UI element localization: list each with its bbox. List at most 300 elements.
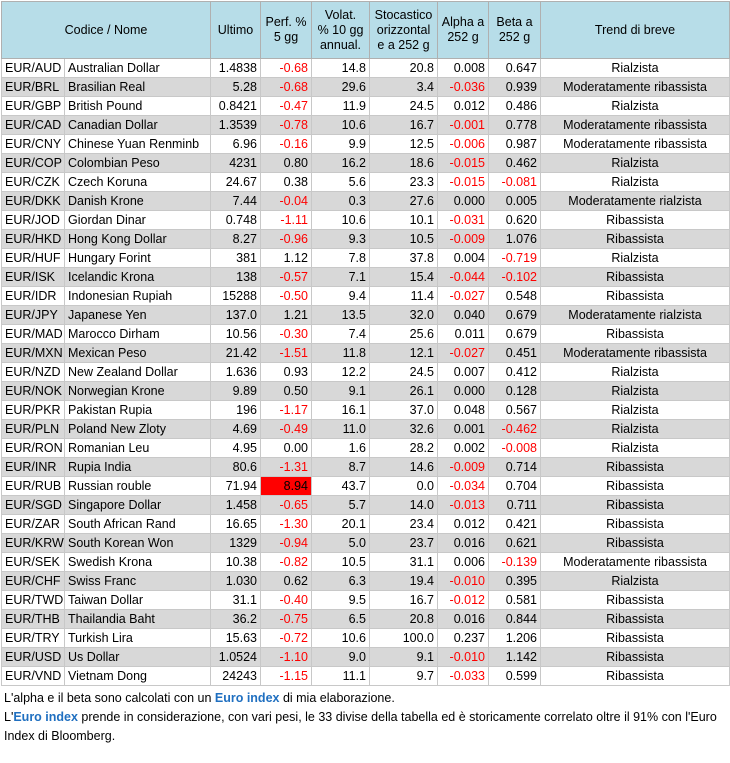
cell-name: British Pound: [65, 97, 211, 116]
cell-alpha: -0.010: [438, 648, 489, 667]
cell-alpha: -0.001: [438, 116, 489, 135]
cell-trend: Ribassista: [541, 268, 730, 287]
cell-alpha: 0.237: [438, 629, 489, 648]
cell-alpha: -0.012: [438, 591, 489, 610]
cell-stocastico: 16.7: [370, 116, 438, 135]
cell-perf: 8.94: [261, 477, 312, 496]
table-row: [2, 610, 730, 629]
cell-name: Taiwan Dollar: [65, 591, 211, 610]
cell-perf: -0.72: [261, 629, 312, 648]
cell-ultimo: 71.94: [211, 477, 261, 496]
cell-name: Romanian Leu: [65, 439, 211, 458]
table-row: [2, 325, 730, 344]
cell-trend: Moderatamente ribassista: [541, 344, 730, 363]
cell-name: Chinese Yuan Renminb: [65, 135, 211, 154]
cell-ultimo: 10.56: [211, 325, 261, 344]
footnotes: [0, 686, 728, 746]
cell-ultimo: 4231: [211, 154, 261, 173]
cell-code: EUR/VND: [2, 667, 65, 686]
cell-stocastico: 20.8: [370, 610, 438, 629]
cell-perf: -0.94: [261, 534, 312, 553]
cell-perf: 0.38: [261, 173, 312, 192]
cell-volat: 9.4: [312, 287, 370, 306]
cell-trend: Moderatamente rialzista: [541, 192, 730, 211]
cell-name: Turkish Lira: [65, 629, 211, 648]
cell-stocastico: 28.2: [370, 439, 438, 458]
header-trend: Trend di breve: [541, 2, 730, 59]
cell-volat: 16.2: [312, 154, 370, 173]
cell-ultimo: 1.4838: [211, 59, 261, 78]
cell-trend: Moderatamente rialzista: [541, 306, 730, 325]
cell-stocastico: 9.7: [370, 667, 438, 686]
cell-volat: 11.8: [312, 344, 370, 363]
cell-code: EUR/SGD: [2, 496, 65, 515]
cell-trend: Ribassista: [541, 591, 730, 610]
cell-code: EUR/ISK: [2, 268, 65, 287]
cell-volat: 11.1: [312, 667, 370, 686]
cell-code: EUR/MXN: [2, 344, 65, 363]
cell-volat: 7.1: [312, 268, 370, 287]
cell-volat: 20.1: [312, 515, 370, 534]
cell-perf: -0.68: [261, 59, 312, 78]
cell-stocastico: 32.6: [370, 420, 438, 439]
cell-beta: 0.679: [489, 325, 541, 344]
cell-perf: -0.04: [261, 192, 312, 211]
cell-name: Danish Krone: [65, 192, 211, 211]
cell-code: EUR/THB: [2, 610, 65, 629]
cell-beta: 0.486: [489, 97, 541, 116]
cell-volat: 6.3: [312, 572, 370, 591]
cell-perf: -0.30: [261, 325, 312, 344]
cell-trend: Rialzista: [541, 249, 730, 268]
cell-stocastico: 23.4: [370, 515, 438, 534]
cell-stocastico: 20.8: [370, 59, 438, 78]
cell-stocastico: 10.1: [370, 211, 438, 230]
cell-code: EUR/CHF: [2, 572, 65, 591]
cell-name: Giordan Dinar: [65, 211, 211, 230]
cell-beta: 0.462: [489, 154, 541, 173]
cell-volat: 10.6: [312, 629, 370, 648]
cell-stocastico: 27.6: [370, 192, 438, 211]
cell-ultimo: 0.8421: [211, 97, 261, 116]
cell-volat: 5.6: [312, 173, 370, 192]
table-row: [2, 382, 730, 401]
cell-ultimo: 21.42: [211, 344, 261, 363]
cell-alpha: -0.034: [438, 477, 489, 496]
cell-trend: Ribassista: [541, 629, 730, 648]
table-row: [2, 534, 730, 553]
cell-name: South African Rand: [65, 515, 211, 534]
cell-code: EUR/RUB: [2, 477, 65, 496]
cell-stocastico: 24.5: [370, 363, 438, 382]
cell-perf: -0.49: [261, 420, 312, 439]
cell-volat: 5.7: [312, 496, 370, 515]
currency-table: [1, 1, 730, 686]
cell-code: EUR/TWD: [2, 591, 65, 610]
cell-ultimo: 5.28: [211, 78, 261, 97]
table-row: [2, 667, 730, 686]
cell-trend: Moderatamente ribassista: [541, 78, 730, 97]
cell-stocastico: 12.1: [370, 344, 438, 363]
cell-perf: -1.51: [261, 344, 312, 363]
cell-alpha: 0.016: [438, 610, 489, 629]
euro-index-link: Euro index: [13, 710, 78, 724]
cell-volat: 43.7: [312, 477, 370, 496]
cell-stocastico: 14.6: [370, 458, 438, 477]
cell-alpha: 0.002: [438, 439, 489, 458]
cell-volat: 9.5: [312, 591, 370, 610]
table-row: [2, 173, 730, 192]
cell-volat: 10.5: [312, 553, 370, 572]
cell-beta: 0.128: [489, 382, 541, 401]
cell-code: EUR/CNY: [2, 135, 65, 154]
table-row: [2, 477, 730, 496]
cell-trend: Rialzista: [541, 59, 730, 78]
cell-ultimo: 24243: [211, 667, 261, 686]
cell-beta: 0.548: [489, 287, 541, 306]
cell-code: EUR/USD: [2, 648, 65, 667]
cell-beta: 1.206: [489, 629, 541, 648]
cell-ultimo: 16.65: [211, 515, 261, 534]
cell-alpha: -0.027: [438, 287, 489, 306]
cell-name: Mexican Peso: [65, 344, 211, 363]
cell-code: EUR/RON: [2, 439, 65, 458]
cell-ultimo: 80.6: [211, 458, 261, 477]
cell-beta: -0.008: [489, 439, 541, 458]
cell-stocastico: 37.0: [370, 401, 438, 420]
cell-beta: 0.711: [489, 496, 541, 515]
cell-perf: -0.47: [261, 97, 312, 116]
cell-beta: 0.939: [489, 78, 541, 97]
cell-trend: Ribassista: [541, 287, 730, 306]
table-row: [2, 648, 730, 667]
cell-perf: -1.10: [261, 648, 312, 667]
cell-name: Brasilian Real: [65, 78, 211, 97]
cell-beta: 0.844: [489, 610, 541, 629]
cell-ultimo: 10.38: [211, 553, 261, 572]
table-row: [2, 572, 730, 591]
cell-ultimo: 1.636: [211, 363, 261, 382]
table-body: [2, 59, 730, 686]
cell-ultimo: 24.67: [211, 173, 261, 192]
cell-beta: 0.620: [489, 211, 541, 230]
cell-alpha: 0.000: [438, 192, 489, 211]
cell-beta: 0.412: [489, 363, 541, 382]
cell-beta: 0.778: [489, 116, 541, 135]
table-row: [2, 116, 730, 135]
cell-ultimo: 381: [211, 249, 261, 268]
cell-perf: 1.12: [261, 249, 312, 268]
cell-stocastico: 9.1: [370, 648, 438, 667]
table-row: [2, 629, 730, 648]
cell-ultimo: 8.27: [211, 230, 261, 249]
cell-alpha: -0.031: [438, 211, 489, 230]
cell-beta: 1.076: [489, 230, 541, 249]
cell-perf: -0.68: [261, 78, 312, 97]
cell-name: Czech Koruna: [65, 173, 211, 192]
cell-perf: -0.82: [261, 553, 312, 572]
cell-alpha: 0.001: [438, 420, 489, 439]
cell-perf: 0.50: [261, 382, 312, 401]
cell-trend: Ribassista: [541, 515, 730, 534]
cell-volat: 12.2: [312, 363, 370, 382]
cell-volat: 10.6: [312, 116, 370, 135]
cell-ultimo: 138: [211, 268, 261, 287]
cell-code: EUR/CZK: [2, 173, 65, 192]
table-row: [2, 306, 730, 325]
table-row: [2, 230, 730, 249]
cell-stocastico: 11.4: [370, 287, 438, 306]
cell-ultimo: 7.44: [211, 192, 261, 211]
cell-alpha: 0.048: [438, 401, 489, 420]
cell-name: Russian rouble: [65, 477, 211, 496]
cell-trend: Moderatamente ribassista: [541, 135, 730, 154]
cell-perf: 0.62: [261, 572, 312, 591]
cell-beta: 0.581: [489, 591, 541, 610]
cell-name: Pakistan Rupia: [65, 401, 211, 420]
cell-name: Colombian Peso: [65, 154, 211, 173]
cell-volat: 7.4: [312, 325, 370, 344]
cell-name: Swedish Krona: [65, 553, 211, 572]
header-stocastico: Stocastico orizzontal e a 252 g: [370, 2, 438, 59]
cell-ultimo: 31.1: [211, 591, 261, 610]
cell-trend: Ribassista: [541, 667, 730, 686]
cell-trend: Ribassista: [541, 477, 730, 496]
header-perf: Perf. % 5 gg: [261, 2, 312, 59]
cell-stocastico: 18.6: [370, 154, 438, 173]
cell-trend: Ribassista: [541, 211, 730, 230]
cell-alpha: 0.000: [438, 382, 489, 401]
cell-volat: 7.8: [312, 249, 370, 268]
cell-code: EUR/SEK: [2, 553, 65, 572]
table-row: [2, 553, 730, 572]
cell-perf: 1.21: [261, 306, 312, 325]
header-ultimo: Ultimo: [211, 2, 261, 59]
cell-name: Norwegian Krone: [65, 382, 211, 401]
cell-code: EUR/ZAR: [2, 515, 65, 534]
cell-perf: -0.78: [261, 116, 312, 135]
cell-beta: -0.462: [489, 420, 541, 439]
table-row: [2, 363, 730, 382]
cell-stocastico: 25.6: [370, 325, 438, 344]
cell-code: EUR/TRY: [2, 629, 65, 648]
cell-name: Hong Kong Dollar: [65, 230, 211, 249]
cell-alpha: 0.012: [438, 515, 489, 534]
cell-alpha: -0.027: [438, 344, 489, 363]
cell-name: Hungary Forint: [65, 249, 211, 268]
table-row: [2, 154, 730, 173]
cell-trend: Rialzista: [541, 401, 730, 420]
table-row: [2, 59, 730, 78]
cell-volat: 13.5: [312, 306, 370, 325]
cell-perf: -0.50: [261, 287, 312, 306]
cell-alpha: 0.012: [438, 97, 489, 116]
cell-alpha: -0.015: [438, 173, 489, 192]
cell-trend: Rialzista: [541, 572, 730, 591]
cell-alpha: 0.040: [438, 306, 489, 325]
cell-ultimo: 1.3539: [211, 116, 261, 135]
cell-perf: -0.75: [261, 610, 312, 629]
table-row: [2, 591, 730, 610]
cell-alpha: 0.011: [438, 325, 489, 344]
table-row: [2, 401, 730, 420]
cell-name: Marocco Dirham: [65, 325, 211, 344]
cell-alpha: 0.004: [438, 249, 489, 268]
header-alpha: Alpha a 252 g: [438, 2, 489, 59]
cell-ultimo: 15.63: [211, 629, 261, 648]
cell-name: Indonesian Rupiah: [65, 287, 211, 306]
cell-stocastico: 23.7: [370, 534, 438, 553]
cell-trend: Rialzista: [541, 154, 730, 173]
table-row: [2, 287, 730, 306]
cell-beta: 0.395: [489, 572, 541, 591]
cell-alpha: -0.015: [438, 154, 489, 173]
cell-stocastico: 16.7: [370, 591, 438, 610]
cell-trend: Ribassista: [541, 230, 730, 249]
table-row: [2, 458, 730, 477]
cell-name: Us Dollar: [65, 648, 211, 667]
cell-name: Japanese Yen: [65, 306, 211, 325]
cell-stocastico: 26.1: [370, 382, 438, 401]
cell-volat: 9.9: [312, 135, 370, 154]
cell-perf: -0.40: [261, 591, 312, 610]
cell-code: EUR/NZD: [2, 363, 65, 382]
cell-name: New Zealand Dollar: [65, 363, 211, 382]
cell-perf: 0.93: [261, 363, 312, 382]
header-codice-nome: Codice / Nome: [2, 2, 211, 59]
cell-volat: 10.6: [312, 211, 370, 230]
cell-volat: 11.9: [312, 97, 370, 116]
cell-trend: Ribassista: [541, 458, 730, 477]
cell-ultimo: 137.0: [211, 306, 261, 325]
cell-stocastico: 0.0: [370, 477, 438, 496]
table-row: [2, 420, 730, 439]
cell-trend: Rialzista: [541, 363, 730, 382]
cell-volat: 6.5: [312, 610, 370, 629]
cell-trend: Rialzista: [541, 439, 730, 458]
cell-ultimo: 4.69: [211, 420, 261, 439]
cell-stocastico: 10.5: [370, 230, 438, 249]
table-row: [2, 496, 730, 515]
cell-name: Vietnam Dong: [65, 667, 211, 686]
cell-alpha: -0.009: [438, 458, 489, 477]
cell-perf: -1.15: [261, 667, 312, 686]
table-row: [2, 439, 730, 458]
cell-alpha: -0.036: [438, 78, 489, 97]
cell-beta: 0.451: [489, 344, 541, 363]
cell-perf: -1.31: [261, 458, 312, 477]
cell-stocastico: 24.5: [370, 97, 438, 116]
cell-stocastico: 12.5: [370, 135, 438, 154]
cell-trend: Moderatamente ribassista: [541, 116, 730, 135]
cell-trend: Rialzista: [541, 173, 730, 192]
cell-beta: 0.714: [489, 458, 541, 477]
cell-code: EUR/NOK: [2, 382, 65, 401]
cell-trend: Rialzista: [541, 420, 730, 439]
cell-name: Singapore Dollar: [65, 496, 211, 515]
cell-code: EUR/INR: [2, 458, 65, 477]
cell-ultimo: 1.0524: [211, 648, 261, 667]
cell-code: EUR/MAD: [2, 325, 65, 344]
table-row: [2, 211, 730, 230]
cell-beta: -0.139: [489, 553, 541, 572]
cell-code: EUR/HUF: [2, 249, 65, 268]
cell-beta: 1.142: [489, 648, 541, 667]
cell-beta: -0.081: [489, 173, 541, 192]
cell-ultimo: 9.89: [211, 382, 261, 401]
cell-beta: 0.647: [489, 59, 541, 78]
cell-alpha: 0.008: [438, 59, 489, 78]
cell-alpha: -0.010: [438, 572, 489, 591]
cell-code: EUR/PLN: [2, 420, 65, 439]
header-volat: Volat. % 10 gg annual.: [312, 2, 370, 59]
table-row: [2, 515, 730, 534]
cell-ultimo: 196: [211, 401, 261, 420]
table-row: [2, 78, 730, 97]
cell-trend: Ribassista: [541, 648, 730, 667]
cell-perf: -1.30: [261, 515, 312, 534]
cell-code: EUR/COP: [2, 154, 65, 173]
cell-beta: 0.567: [489, 401, 541, 420]
cell-volat: 0.3: [312, 192, 370, 211]
cell-stocastico: 3.4: [370, 78, 438, 97]
cell-beta: 0.987: [489, 135, 541, 154]
footnote-2: L'Euro index prende in considerazione, con vari pesi, le 33 divise della tabella ed è storicamente correlato oltre il 91% con l'Euro Index di Bloomberg.: [4, 710, 717, 743]
cell-trend: Ribassista: [541, 496, 730, 515]
table-row: [2, 135, 730, 154]
cell-perf: -0.96: [261, 230, 312, 249]
cell-volat: 9.1: [312, 382, 370, 401]
cell-trend: Rialzista: [541, 97, 730, 116]
cell-beta: 0.679: [489, 306, 541, 325]
table-header: [2, 2, 730, 59]
cell-name: Poland New Zloty: [65, 420, 211, 439]
cell-ultimo: 0.748: [211, 211, 261, 230]
euro-index-link: Euro index: [214, 691, 280, 705]
cell-code: EUR/DKK: [2, 192, 65, 211]
cell-alpha: -0.044: [438, 268, 489, 287]
cell-trend: Moderatamente ribassista: [541, 553, 730, 572]
cell-beta: 0.704: [489, 477, 541, 496]
cell-volat: 5.0: [312, 534, 370, 553]
cell-code: EUR/BRL: [2, 78, 65, 97]
cell-perf: 0.80: [261, 154, 312, 173]
cell-ultimo: 15288: [211, 287, 261, 306]
cell-alpha: -0.006: [438, 135, 489, 154]
cell-stocastico: 32.0: [370, 306, 438, 325]
cell-stocastico: 23.3: [370, 173, 438, 192]
table-row: [2, 249, 730, 268]
cell-name: Icelandic Krona: [65, 268, 211, 287]
cell-name: Canadian Dollar: [65, 116, 211, 135]
cell-beta: 0.621: [489, 534, 541, 553]
cell-trend: Ribassista: [541, 610, 730, 629]
cell-volat: 29.6: [312, 78, 370, 97]
cell-alpha: 0.016: [438, 534, 489, 553]
cell-beta: -0.102: [489, 268, 541, 287]
cell-volat: 1.6: [312, 439, 370, 458]
cell-beta: -0.719: [489, 249, 541, 268]
cell-ultimo: 1329: [211, 534, 261, 553]
cell-code: EUR/IDR: [2, 287, 65, 306]
cell-alpha: -0.033: [438, 667, 489, 686]
cell-perf: 0.00: [261, 439, 312, 458]
cell-trend: Ribassista: [541, 534, 730, 553]
cell-perf: -0.16: [261, 135, 312, 154]
cell-code: EUR/GBP: [2, 97, 65, 116]
cell-ultimo: 36.2: [211, 610, 261, 629]
cell-perf: -1.17: [261, 401, 312, 420]
